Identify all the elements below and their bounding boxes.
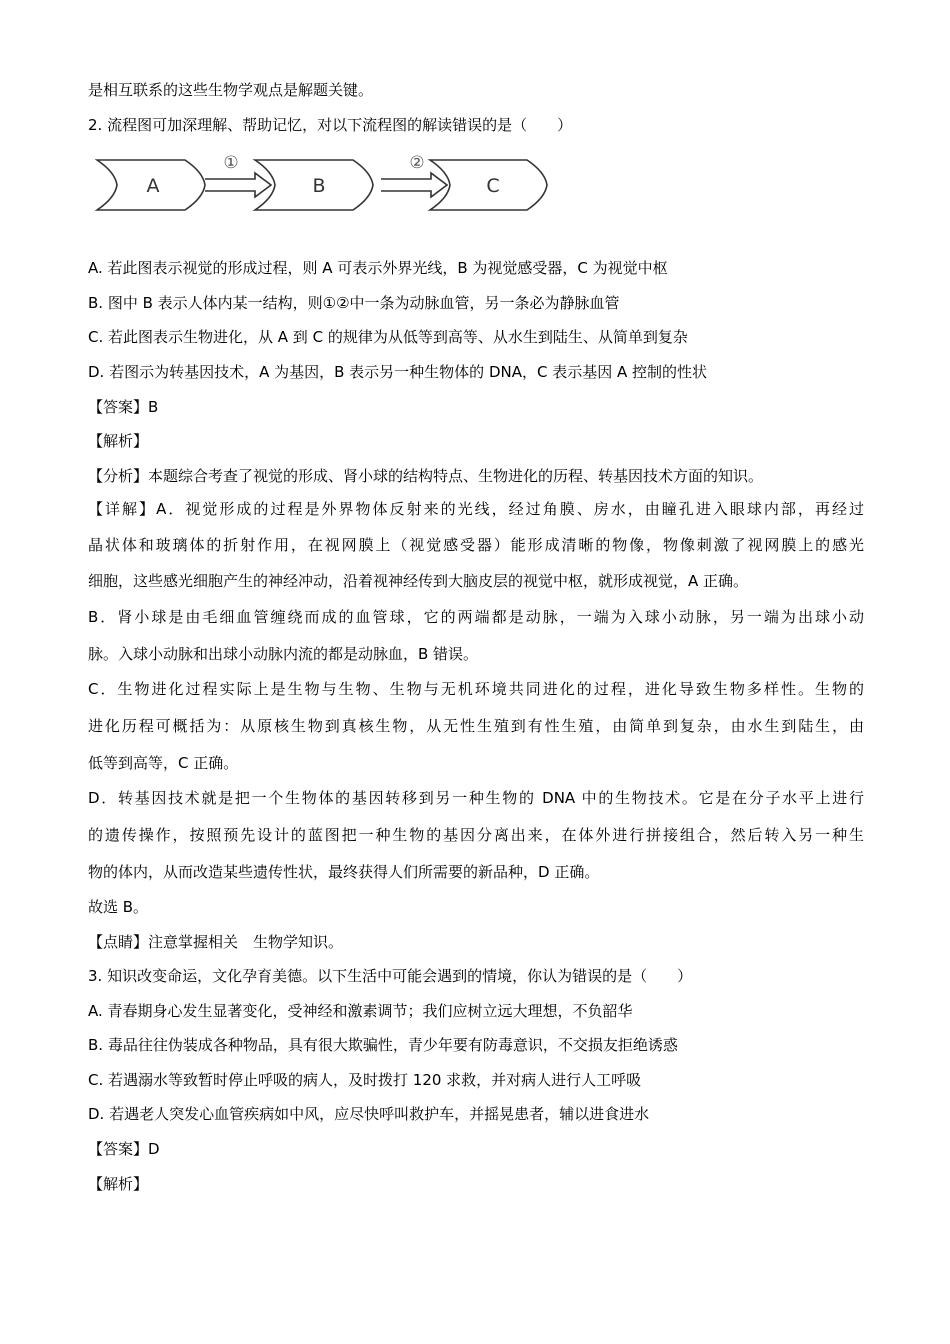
flow-node-a-label: A: [146, 175, 160, 197]
detail-line: 脉。入球小动脉和出球小动脉内流的都是动脉血，B 错误。: [88, 645, 479, 663]
detail-line: 进化历程可概括为：从原核生物到真核生物，从无性生殖到有性生殖，由简单到复杂，由水生到陆生，由: [88, 717, 864, 735]
question-2-analysis-label: 【解析】: [88, 432, 149, 450]
question-2-dianjing: 【点睛】注意掌握相关 生物学知识。: [88, 933, 344, 951]
question-3-answer: 【答案】D: [88, 1140, 160, 1158]
question-2-answer: 【答案】B: [88, 398, 159, 416]
question-3-stem: 3. 知识改变命运，文化孕育美德。以下生活中可能会遇到的情境，你认为错误的是（ ）: [88, 967, 693, 985]
detail-line: 晶状体和玻璃体的折射作用，在视网膜上（视觉感受器）能形成清晰的物像，物像刺激了视网膜上的感光: [88, 536, 864, 554]
flow-node-c-label: C: [486, 175, 500, 197]
question-3-option-c: C. 若遇溺水等致暂时停止呼吸的病人，及时拨打 120 求救，并对病人进行人工呼吸: [88, 1071, 642, 1089]
question-2-fenxi: 【分析】本题综合考查了视觉的形成、肾小球的结构特点、生物进化的历程、转基因技术方面的知识。: [88, 467, 764, 485]
flow-arrow-1-label: ①: [223, 153, 239, 173]
question-2-option-b: B. 图中 B 表示人体内某一结构，则①②中一条为动脉血管，另一条必为静脉血管: [88, 294, 620, 312]
detail-line: 细胞，这些感光细胞产生的神经冲动，沿着视神经传到大脑皮层的视觉中枢，就形成视觉，A 正确。: [88, 572, 749, 590]
question-2-conclusion: 故选 B。: [88, 898, 149, 916]
question-3-option-d: D. 若遇老人突发心血管疾病如中风，应尽快呼叫救护车，并摇晃患者，辅以进食进水: [88, 1105, 650, 1123]
detail-line: C．生物进化过程实际上是生物与生物、生物与无机环境共同进化的过程，进化导致生物多样性。生物的: [88, 680, 864, 698]
question-3-option-a: A. 青春期身心发生显著变化，受神经和激素调节；我们应树立远大理想，不负韶华: [88, 1002, 633, 1020]
intro-text: 是相互联系的这些生物学观点是解题关键。: [88, 81, 374, 99]
question-2-option-c: C. 若此图表示生物进化，从 A 到 C 的规律为从低等到高等、从水生到陆生、从简单到复杂: [88, 328, 688, 346]
detail-line: 低等到高等，C 正确。: [88, 754, 239, 772]
question-2-stem: 2. 流程图可加深理解、帮助记忆，对以下流程图的解读错误的是（ ）: [88, 116, 573, 134]
flow-arrow-2-shape: [381, 173, 447, 197]
question-2-option-a: A. 若此图表示视觉的形成过程，则 A 可表示外界光线，B 为视觉感受器，C 为视觉中枢: [88, 259, 668, 277]
detail-line: 物的体内，从而改造某些遗传性状，最终获得人们所需要的新品种，D 正确。: [88, 863, 600, 881]
question-3-option-b: B. 毒品往往伪装成各种物品，具有很大欺骗性，青少年要有防毒意识，不交损友拒绝诱惑: [88, 1036, 678, 1054]
detail-line: B．肾小球是由毛细血管缠绕而成的血管球，它的两端都是动脉，一端为入球小动脉，另一端为出球小动: [88, 608, 864, 626]
flow-arrow-2-label: ②: [409, 153, 425, 173]
detail-line: D．转基因技术就是把一个生物体的基因转移到另一种生物的 DNA 中的生物技术。它是在分子水平上进行: [88, 789, 864, 807]
detail-line: 的遗传操作，按照预先设计的蓝图把一种生物的基因分离出来，在体外进行拼接组合，然后转入另一种生: [88, 826, 864, 844]
flow-node-b-label: B: [312, 175, 326, 197]
detail-line: 【详解】A．视觉形成的过程是外界物体反射来的光线，经过角膜、房水，由瞳孔进入眼球内部，再经过: [88, 500, 864, 518]
flow-arrow-1-shape: [205, 173, 271, 197]
question-2-option-d: D. 若图示为转基因技术，A 为基因，B 表示另一种生物体的 DNA，C 表示基因 A 控制的性状: [88, 363, 708, 381]
flow-diagram: [95, 148, 555, 218]
question-3-analysis-label: 【解析】: [88, 1175, 149, 1193]
